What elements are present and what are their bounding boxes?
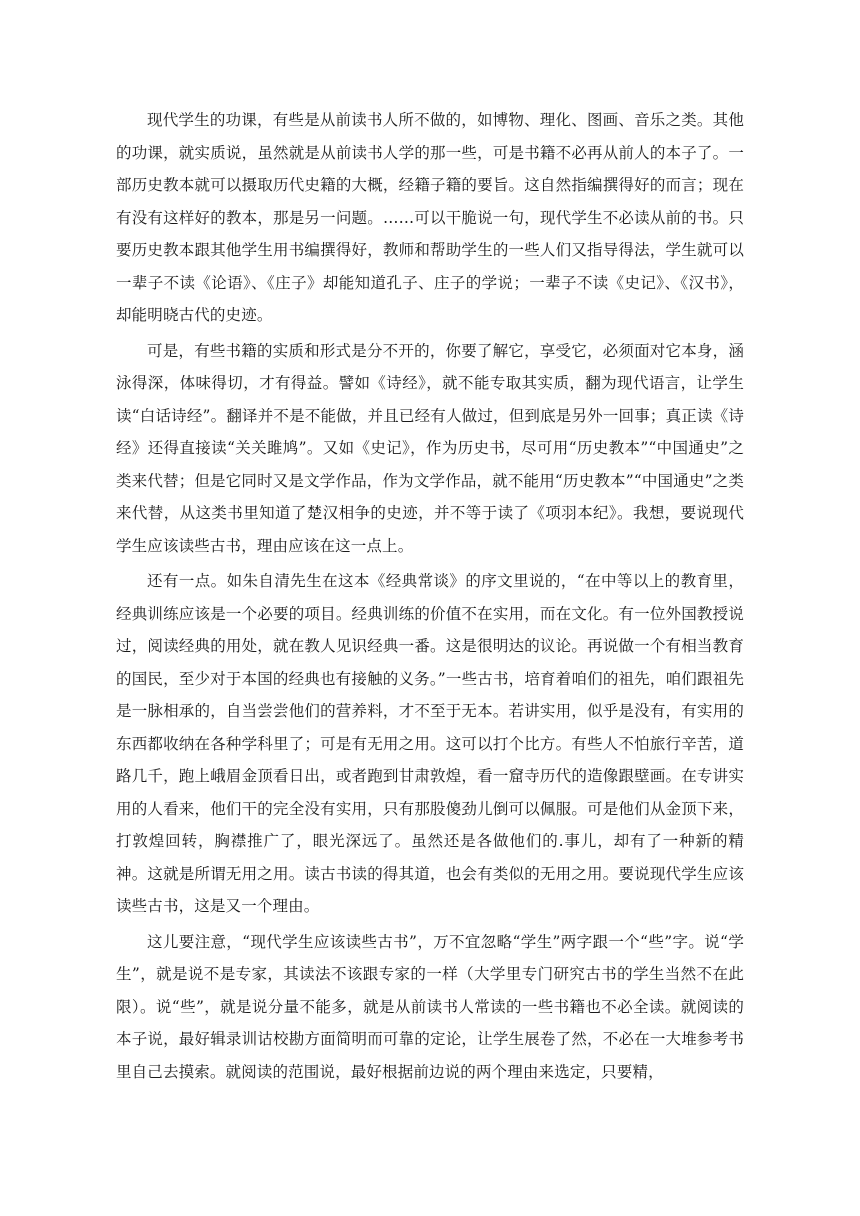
essay-body xyxy=(116,104,744,1091)
paragraph-3: 还有一点。如朱自清先生在这本《经典常谈》的序文里说的，“在中等以上的教育里，经典训练应该是一个必要的项目。经典训练的价值不在实用，而在文化。有一位外国教授说过，阅读经典的用处，就在教人见识经典一番。这是很明达的议论。再说做一个有相当教育的国民，至少对于本国的经典也有接触的义务。”一些古书，培育着咱们的祖先，咱们跟祖先是一脉相承的，自当尝尝他们的营养料，才不至于无本。若讲实用，似乎是没有，有实用的东西都收纳在各种学科里了；可是有无用之用。这可以打个比方。有些人不怕旅行辛苦，道路几千，跑上峨眉金顶看日出，或者跑到甘肃敦煌，看一窟寺历代的造像跟壁画。在专讲实用的人看来，他们干的完全没有实用，只有那股傻劲儿倒可以佩服。可是他们从金顶下来，打敦煌回转，胸襟推广了，眼光深远了。虽然还是各做他们的.事儿，却有了一种新的精神。这就是所谓无用之用。读古书读的得其道，也会有类似的无用之用。要说现代学生应该读些古书，这是又一个理由。 xyxy=(116,572,744,915)
paragraph-4: 这儿要注意，“现代学生应该读些古书”，万不宜忽略“学生”两字跟一个“些”字。说“学生”，就是说不是专家，其读法不该跟专家的一样（大学里专门研究古书的学生当然不在此限）。说“些”，就是说分量不能多，就是从前读书人常读的一些书籍也不必全读。就阅读的本子说，最好辑录训诂校勘方面简明而可靠的定论，让学生展卷了然，不必在一大堆参考书里自己去摸索。就阅读的范围说，最好根据前边说的两个理由来选定，只要精， xyxy=(116,932,744,1081)
paragraph-2: 可是，有些书籍的实质和形式是分不开的，你要了解它，享受它，必须面对它本身，涵泳得深，体味得切，才有得益。譬如《诗经》，就不能专取其实质，翻为现代语言，让学生读“白话诗经”。翻译并不是不能做，并且已经有人做过，但到底是另外一回事；真正读《诗经》还得直接读“关关雎鸠”。又如《史记》，作为历史书，尽可用“历史教本”“中国通史”之类来代替；但是它同时又是文学作品，作为文学作品，就不能用“历史教本”“中国通史”之类来代替，从这类书里知道了楚汉相争的史迹，并不等于读了《项羽本纪》。我想，要说现代学生应该读些古书，理由应该在这一点上。 xyxy=(116,341,744,555)
paragraph-1: 现代学生的功课，有些是从前读书人所不做的，如博物、理化、图画、音乐之类。其他的功课，就实质说，虽然就是从前读书人学的那一些，可是书籍不必再从前人的本子了。一部历史教本就可以摄取历代史籍的大概，经籍子籍的要旨。这自然指编撰得好的而言；现在有没有这样好的教本，那是另一问题。……可以干脆说一句，现代学生不必读从前的书。只要历史教本跟其他学生用书编撰得好，教师和帮助学生的一些人们又指导得法，学生就可以一辈子不读《论语》、《庄子》却能知道孔子、庄子的学说；一辈子不读《史记》、《汉书》，却能明晓古代的史迹。 xyxy=(116,111,744,324)
